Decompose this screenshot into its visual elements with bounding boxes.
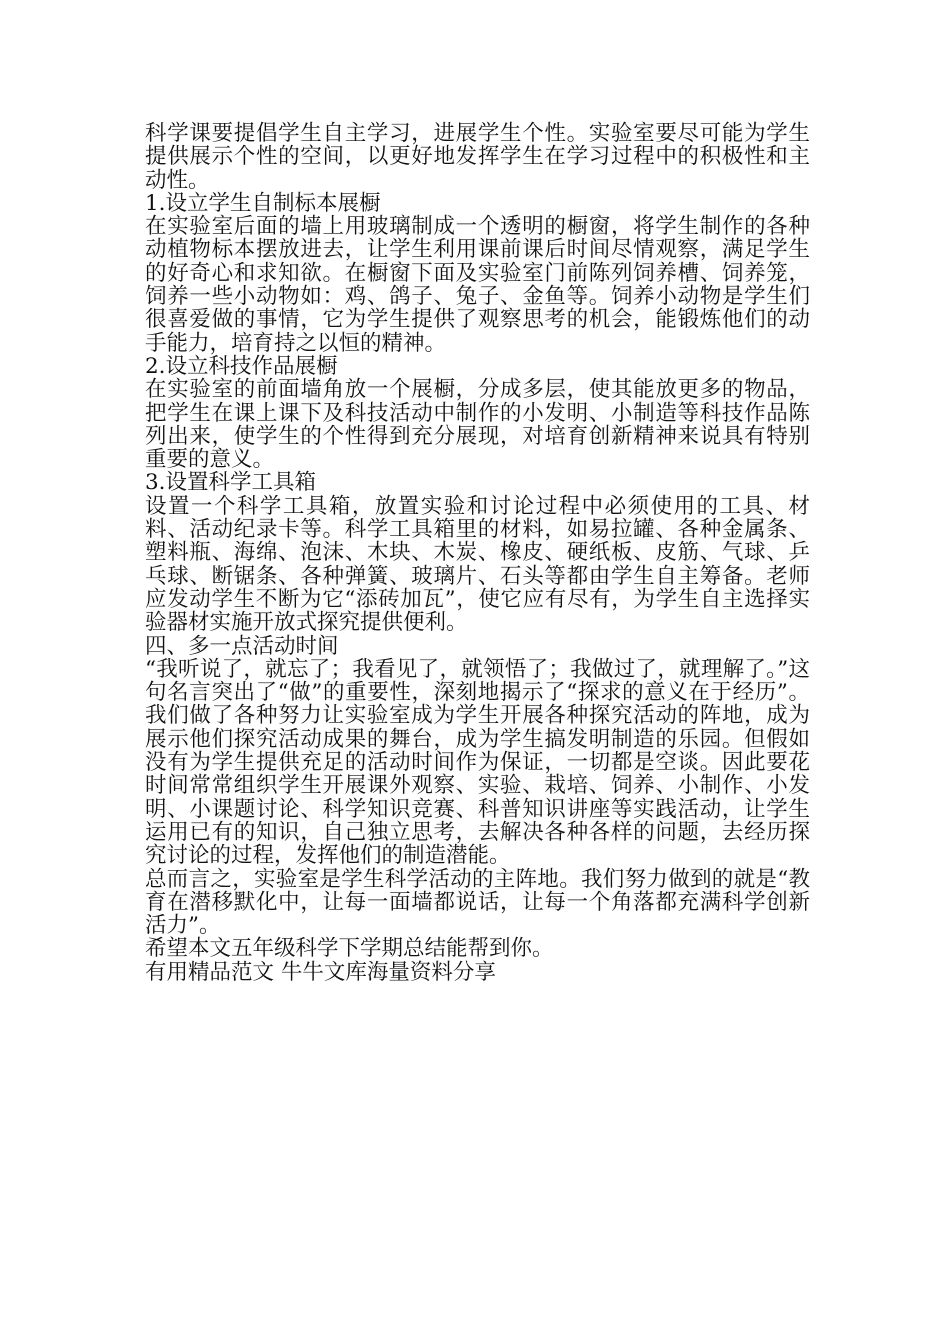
intro-paragraph: 科学课要提倡学生自主学习，进展学生个性。实验室要尽可能为学生提供展示个性的空间，以更好地发挥学生在学习过程中的积极性和主动性。 [145,121,810,193]
section-heading-activity-time: 四、多一点活动时间 [145,633,339,659]
section-heading-specimen-cabinet: 1.设立学生自制标本展橱 [145,190,381,216]
section-heading-tech-works-cabinet: 2.设立科技作品展橱 [145,353,338,379]
tech-works-paragraph: 在实验室的前面墙角放一个展橱，分成多层，使其能放更多的物品，把学生在课上课下及科技活动中制作的小发明、小制造等科技作品陈列出来，使学生的个性得到充分展现，对培育创新精神来说具有特别重要的意义。 [145,377,810,473]
science-toolbox-paragraph: 设置一个科学工具箱，放置实验和讨论过程中必须使用的工具、材料、活动纪录卡等。科学工具箱里的材料，如易拉罐、各种金属条、塑料瓶、海绵、泡沫、木块、木炭、橡皮、硬纸板、皮筋、气球、乒乓球、断锯条、各种弹簧、玻璃片、石头等都由学生自主筹备。老师应发动学生不断为它“添砖加瓦”，使它应有尽有，为学生自主选择实验器材实施开放式探究提供便利。 [145,493,810,636]
specimen-cabinet-paragraph: 在实验室后面的墙上用玻璃制成一个透明的橱窗，将学生制作的各种动植物标本摆放进去，让学生利用课前课后时间尽情观察，满足学生的好奇心和求知欲。在橱窗下面及实验室门前陈列饲养槽、饲养笼，饲养一些小动物如：鸡、鸽子、兔子、金鱼等。饲养小动物是学生们很喜爱做的事情，它为学生提供了观察思考的机会，能锻炼他们的动手能力，培育持之以恒的精神。 [145,214,810,356]
section-heading-science-toolbox: 3.设置科学工具箱 [145,470,317,496]
closing-note: 希望本文五年级科学下学期总结能帮到你。 [145,936,554,962]
conclusion-paragraph: 总而言之，实验室是学生科学活动的主阵地。我们努力做到的就是“教育在潜移默化中，让每一面墙都说话，让每一个角落都充满科学创新活力”。 [145,866,810,939]
activity-time-paragraph: “我听说了，就忘了；我看见了，就领悟了；我做过了，就理解了。”这句名言突出了“做”的重要性，深刻地揭示了“探求的意义在于经历”。我们做了各种努力让实验室成为学生开展各种探究活动的阵地，成为展示他们探究活动成果的舞台，成为学生搞发明制造的乐园。但假如没有为学生提供充足的活动时间作为保证，一切都是空谈。因此要花时间常常组织学生开展课外观察、实验、栽培、饲养、小制作、小发明、小课题讨论、科学知识竞赛、科普知识讲座等实践活动，让学生运用已有的知识，自己独立思考，去解决各种各样的问题，去经历探究讨论的过程，发挥他们的制造潜能。 [145,656,810,869]
document-page [145,122,810,984]
footer-credit: 有用精品范文 牛牛文库海量资料分享 [145,959,496,985]
